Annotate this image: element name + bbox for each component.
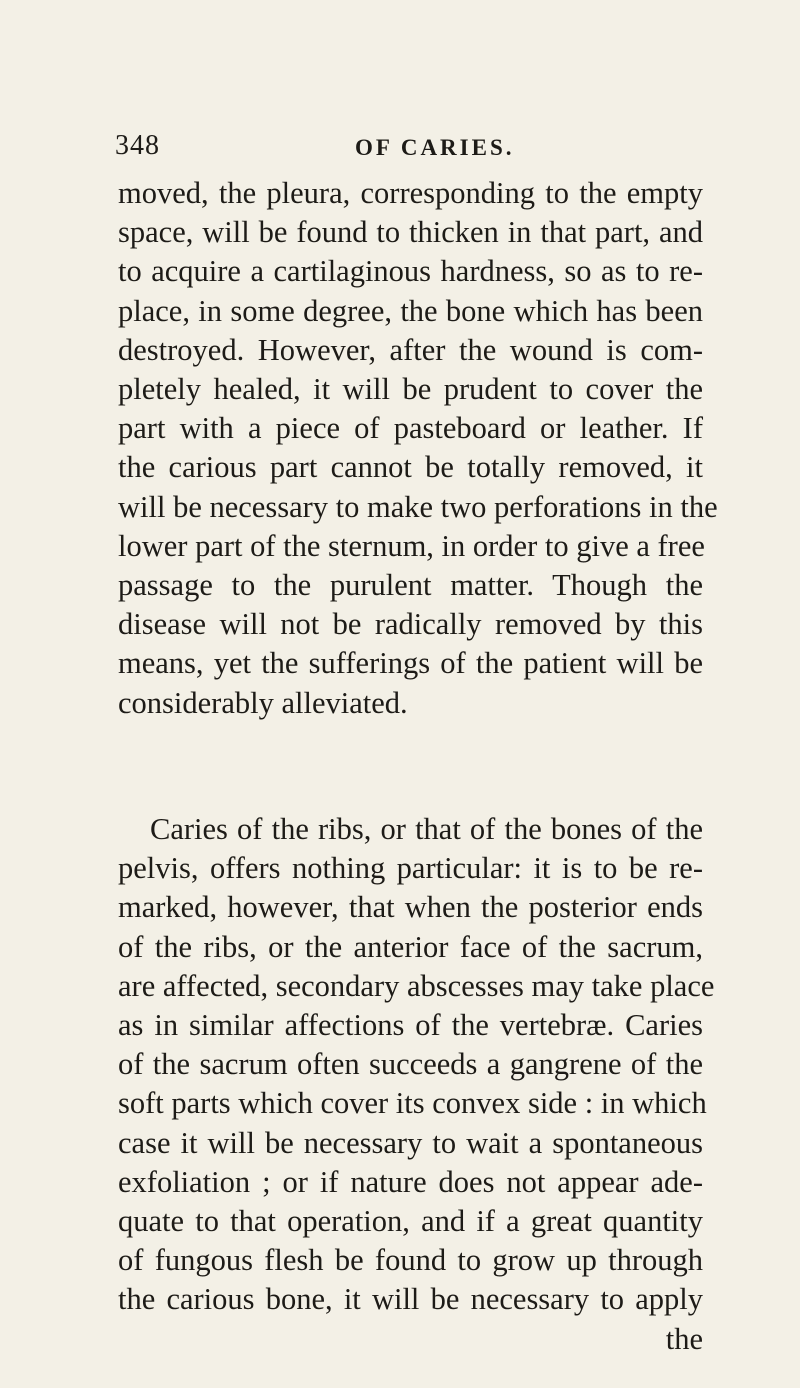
paragraph-1: [118, 174, 718, 723]
text-line: will be necessary to make two perforations in the: [118, 489, 718, 524]
text-line: marked, however, that when the posterior ends: [118, 890, 703, 925]
text-line: exfoliation ; or if nature does not appear ade-: [118, 1164, 703, 1199]
text-line: pelvis, offers nothing particular: it is to be re-: [118, 851, 703, 886]
text-line: Caries of the ribs, or that of the bones of the: [150, 812, 703, 846]
text-line: moved, the pleura, corresponding to the empty: [118, 176, 703, 210]
page-number: 348: [115, 130, 160, 161]
text-line: considerably alleviated.: [118, 685, 408, 720]
text-line: of the sacrum often succeeds a gangrene of the: [118, 1047, 703, 1082]
text-line: to acquire a cartilaginous hardness, so as to re-: [118, 254, 703, 289]
text-line: are affected, secondary abscesses may take place: [118, 968, 715, 1003]
text-line: the carious bone, it will be necessary to apply: [118, 1282, 703, 1317]
text-line: disease will not be radically removed by this: [118, 607, 703, 642]
text-line: lower part of the sternum, in order to give a free: [118, 528, 705, 563]
text-line: of fungous flesh be found to grow up through: [118, 1243, 703, 1278]
text-line: place, in some degree, the bone which has been: [118, 293, 703, 328]
text-line: of the ribs, or the anterior face of the sacrum,: [118, 929, 703, 964]
text-line: the carious part cannot be totally removed, it: [118, 450, 703, 485]
running-title: OF CARIES.: [355, 135, 515, 160]
text-line: quate to that operation, and if a great quantity: [118, 1204, 703, 1239]
text-line: space, will be found to thicken in that part, and: [118, 215, 703, 250]
text-line: destroyed. However, after the wound is com-: [118, 332, 703, 367]
paragraph-2: [118, 810, 715, 1359]
page-header: [115, 130, 695, 170]
catchword: the: [665, 1321, 703, 1356]
text-line: soft parts which cover its convex side : in which: [118, 1086, 707, 1121]
text-line: pletely healed, it will be prudent to cover the: [118, 372, 703, 407]
text-line: passage to the purulent matter. Though the: [118, 568, 703, 603]
text-line: as in similar affections of the vertebræ. Caries: [118, 1008, 703, 1043]
text-line: means, yet the sufferings of the patient will be: [118, 646, 703, 681]
text-line: case it will be necessary to wait a spontaneous: [118, 1125, 703, 1160]
text-line: part with a piece of pasteboard or leather. If: [118, 411, 703, 446]
